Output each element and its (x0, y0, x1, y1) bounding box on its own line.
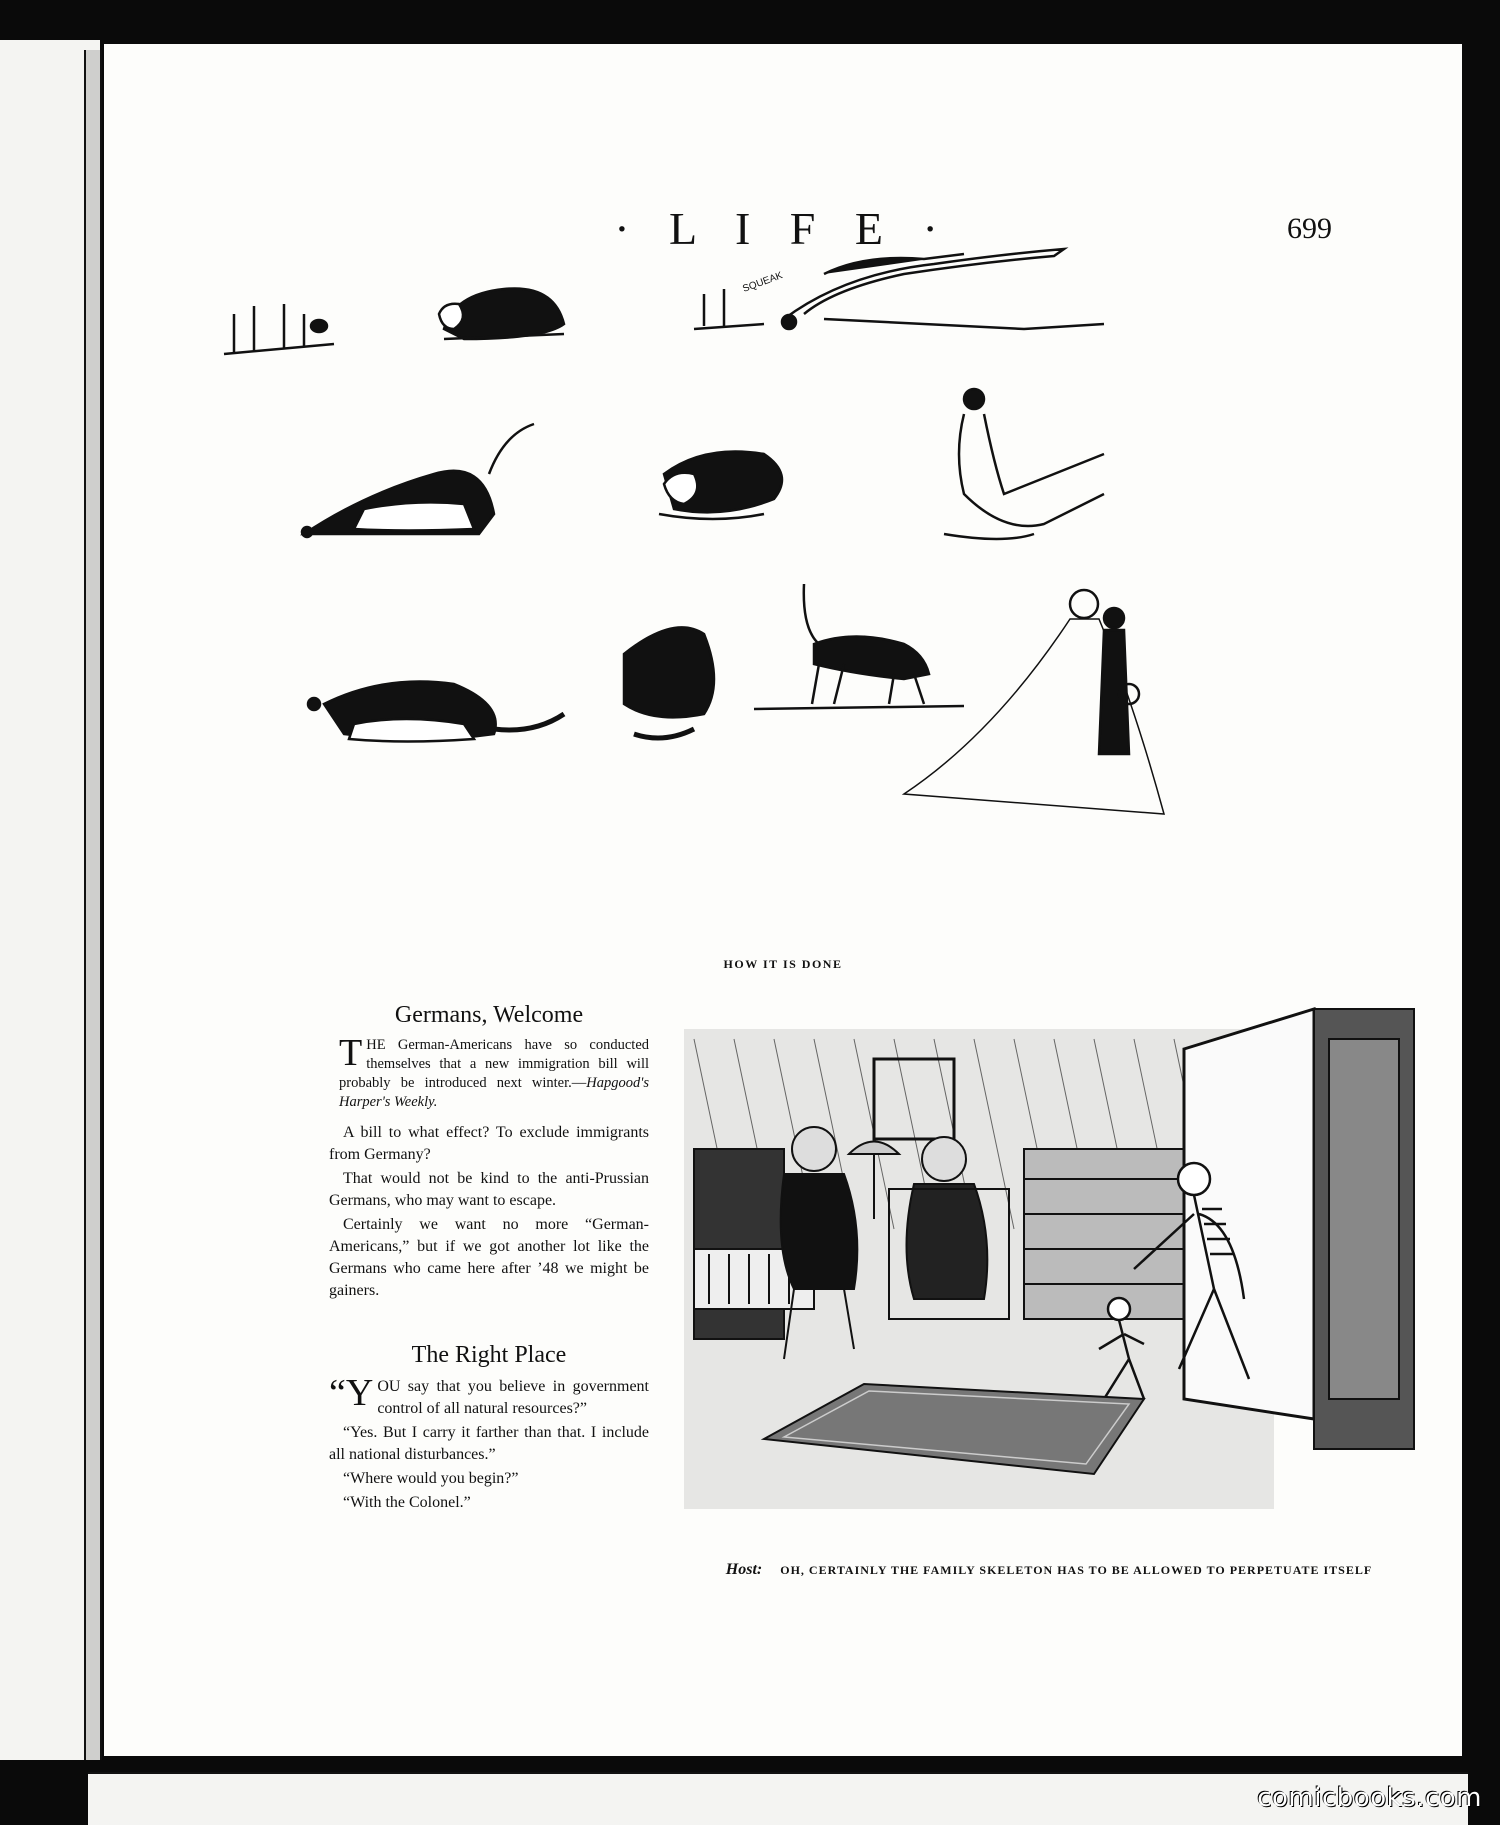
paragraph: A bill to what effect? To exclude immigrants from Germany? (329, 1124, 649, 1163)
article-germans-welcome (329, 1004, 649, 1304)
magazine-page (104, 44, 1462, 1756)
panel-cat-sitting (624, 627, 714, 738)
epigraph-text: HE German-Americans have so conducted themselves that a new immigration bill will probably be introduced next winter.— (339, 1037, 649, 1091)
panel-wedding-couple (904, 590, 1164, 814)
cat-cartoon-illustration (204, 234, 1364, 954)
page-number: 699 (1287, 212, 1332, 245)
bookcase (1024, 1149, 1184, 1319)
paragraph: “Where would you begin?” (343, 1470, 519, 1487)
article-the-right-place (329, 1344, 649, 1516)
paragraph: Certainly we want no more “German-Americans,” but if we got another lot like the Germans who came here after ’48 we might be gainers. (329, 1216, 649, 1299)
caption-speaker: Host: (725, 1561, 763, 1578)
masthead-title: · L I F E · (614, 203, 952, 254)
panel-cat-walking-tail-up (754, 584, 964, 709)
article-epigraph (339, 1032, 649, 1112)
paragraph (329, 1372, 649, 1420)
dropcap: T (339, 1032, 363, 1074)
paragraph: That would not be kind to the anti-Prussian Germans, who may want to escape. (329, 1170, 649, 1209)
skeleton-cartoon-caption (704, 1562, 1394, 1578)
open-door (1184, 1009, 1414, 1449)
squeak-sound-text: SQUEAK (741, 270, 785, 295)
panel-cat-crouching (439, 288, 564, 339)
book-gutter (84, 50, 102, 1760)
paragraph-text: OU say that you believe in government control of all natural resources?” (377, 1378, 649, 1417)
cartoon-caption-how-it-is-done: HOW IT IS DONE (723, 957, 843, 971)
dropcap: “Y (329, 1372, 374, 1414)
article-title: The Right Place (411, 1342, 567, 1368)
watermark-text: comicbooks.com (1257, 1783, 1482, 1813)
epigraph-source: Hapgood's Harper's Weekly. (339, 1075, 649, 1110)
article-title: Germans, Welcome (394, 1002, 584, 1028)
panel-cat-stalking (302, 424, 534, 537)
caption-text: OH, CERTAINLY THE FAMILY SKELETON HAS TO BE ALLOWED TO PERPETUATE ITSELF (780, 1563, 1373, 1577)
panel-cat-catching (659, 452, 782, 520)
panel-mousehole-mouse (224, 304, 334, 354)
paragraph: “Yes. But I carry it farther than that. I include all national disturbances.” (329, 1424, 649, 1463)
panel-woman-reclining (944, 389, 1104, 539)
panel-cat-with-mouse (308, 682, 564, 742)
paragraph: “With the Colonel.” (343, 1494, 471, 1511)
family-skeleton-cartoon (674, 999, 1426, 1544)
